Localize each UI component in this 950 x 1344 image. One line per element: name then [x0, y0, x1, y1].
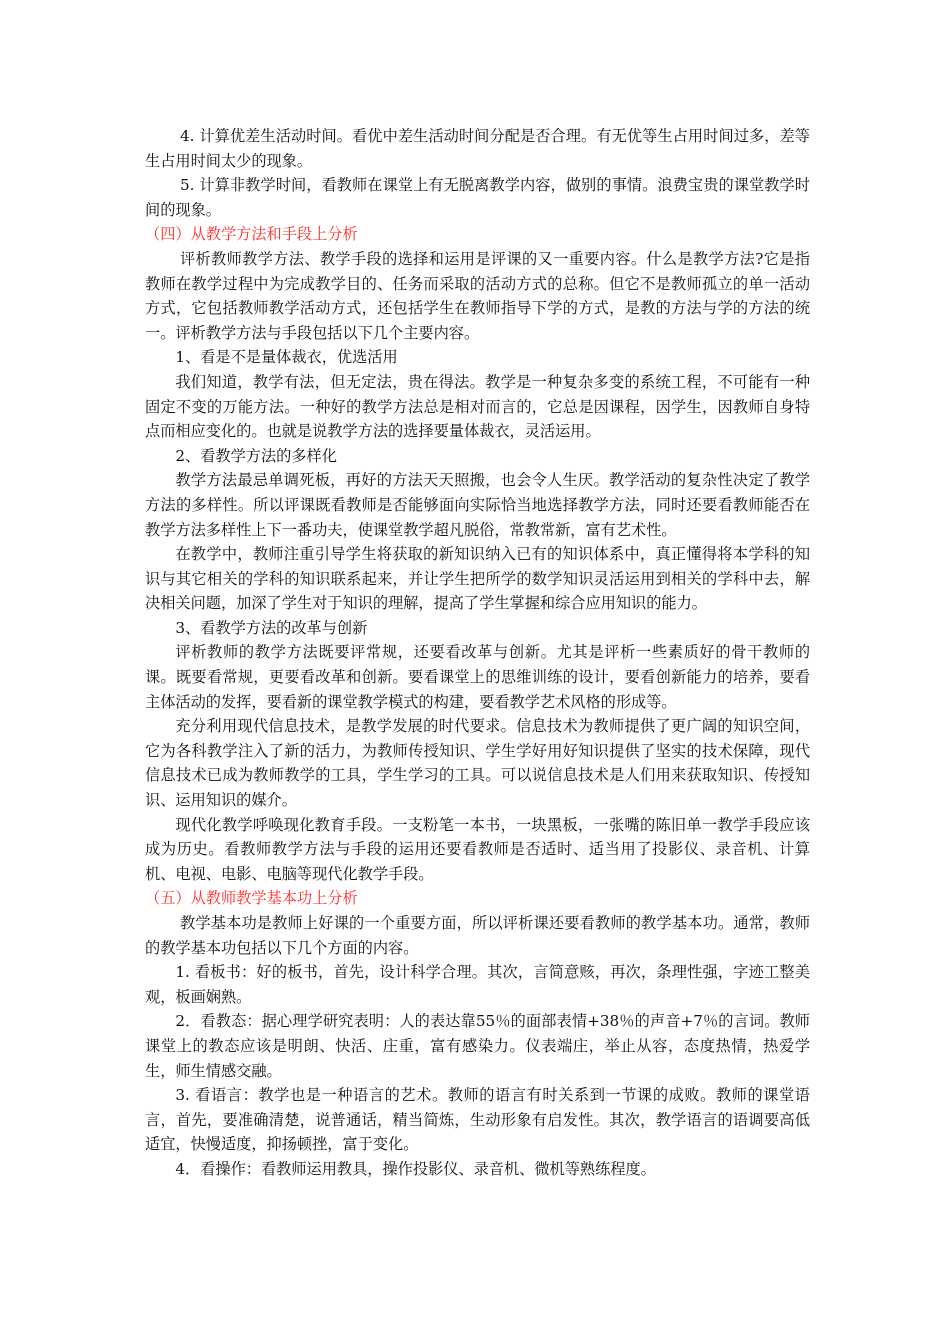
paragraph-non-teaching-time: 5. 计算非教学时间，看教师在课堂上有无脱离教学内容，做别的事情。浪费宝贵的课堂教学时间的现象。	[145, 176, 810, 219]
subheading-tailored: 1、看是不是量体裁衣，优选活用	[175, 348, 398, 367]
subheading-diversity: 2、看教学方法的多样化	[175, 446, 337, 465]
section-heading-methods: （四）从教学方法和手段上分析	[145, 225, 358, 244]
paragraph-information-technology: 充分利用现代信息技术，是教学发展的时代要求。信息技术为教师提供了更广阔的知识空间，它为各科教学注入了新的活力，为教师传授知识、学生学好用好知识提供了坚实的技术保障，现代信息技术已成为教师教学的工具，学生学习的工具。可以说信息技术是人们用来获取知识、传授知识、运用知识的媒介。	[145, 717, 810, 810]
paragraph-methods-intro: 评析教师教学方法、教学手段的选择和运用是评课的又一重要内容。什么是教学方法?它是指教师在教学过程中为完成教学目的、任务而采取的活动方式的总称。但它不是教师孤立的单一活动方式，它包括教师教学活动方式，还包括学生在教师指导下学的方式，是教的方法与学的方法的统一。评析教学方法与手段包括以下几个主要内容。	[145, 249, 810, 342]
paragraph-operation: 4．看操作：看教师运用教具，操作投影仪、录音机、微机等熟练程度。	[175, 1159, 656, 1178]
section-heading-basic-skills: （五）从教师教学基本功上分析	[145, 889, 358, 908]
paragraph-modern-means: 现代化教学呼唤现化教育手段。一支粉笔一本书，一块黑板，一张嘴的陈旧单一教学手段应该成为历史。看教师教学方法与手段的运用还要看教师是否适时、适当用了投影仪、录音机、计算机、电视、电影、电脑等现代化教学手段。	[145, 815, 810, 883]
paragraph-blackboard: 1. 看板书：好的板书，首先，设计科学合理。其次，言简意赅，再次，条理性强，字迹工整美观，板画娴熟。	[145, 963, 810, 1006]
paragraph-basic-skills-intro: 教学基本功是教师上好课的一个重要方面，所以评析课还要看教师的教学基本功。通常，教师的教学基本功包括以下几个方面的内容。	[145, 914, 810, 957]
paragraph-innovation: 评析教师的教学方法既要评常规，还要看改革与创新。尤其是评析一些素质好的骨干教师的课。既要看常规，更要看改革和创新。要看课堂上的思维训练的设计，要看创新能力的培养，要看主体活动的发挥，要看新的课堂教学模式的构建，要看教学艺术风格的形成等。	[145, 643, 810, 711]
subheading-innovation: 3、看教学方法的改革与创新	[175, 618, 368, 637]
paragraph-diversity: 教学方法最忌单调死板，再好的方法天天照搬，也会令人生厌。教学活动的复杂性决定了教学方法的多样性。所以评课既看教师是否能够面向实际恰当地选择教学方法，同时还要看教师能否在教学方法多样性上下一番功夫，使课堂教学超凡脱俗，常教常新，富有艺术性。	[145, 471, 810, 539]
document-body	[145, 124, 810, 1182]
paragraph-time-allocation: 4. 计算优差生活动时间。看优中差生活动时间分配是否合理。有无优等生占用时间过多，差等生占用时间太少的现象。	[145, 127, 810, 170]
paragraph-demeanor: 2．看教态：据心理学研究表明：人的表达靠55％的面部表情+38％的声音+7％的言词。教师课堂上的教态应该是明朗、快活、庄重，富有感染力。仪表端庄，举止从容，态度热情，热爱学生，师生情感交融。	[145, 1012, 810, 1080]
paragraph-knowledge-integration: 在教学中，教师注重引导学生将获取的新知识纳入已有的知识体系中，真正懂得将本学科的知识与其它相关的学科的知识联系起来，并让学生把所学的数学知识灵活运用到相关的学科中去，解决相关问题，加深了学生对于知识的理解，提高了学生掌握和综合应用知识的能力。	[145, 545, 810, 613]
paragraph-tailored: 我们知道，教学有法，但无定法，贵在得法。教学是一种复杂多变的系统工程，不可能有一种固定不变的万能方法。一种好的教学方法总是相对而言的，它总是因课程，因学生，因教师自身特点而相应变化的。也就是说教学方法的选择要量体裁衣，灵活运用。	[145, 372, 810, 441]
paragraph-language: 3. 看语言：教学也是一种语言的艺术。教师的语言有时关系到一节课的成败。教师的课堂语言，首先，要准确清楚，说普通话，精当简炼，生动形象有启发性。其次，教学语言的语调要高低适宜，快慢适度，抑扬顿挫，富于变化。	[145, 1086, 810, 1154]
